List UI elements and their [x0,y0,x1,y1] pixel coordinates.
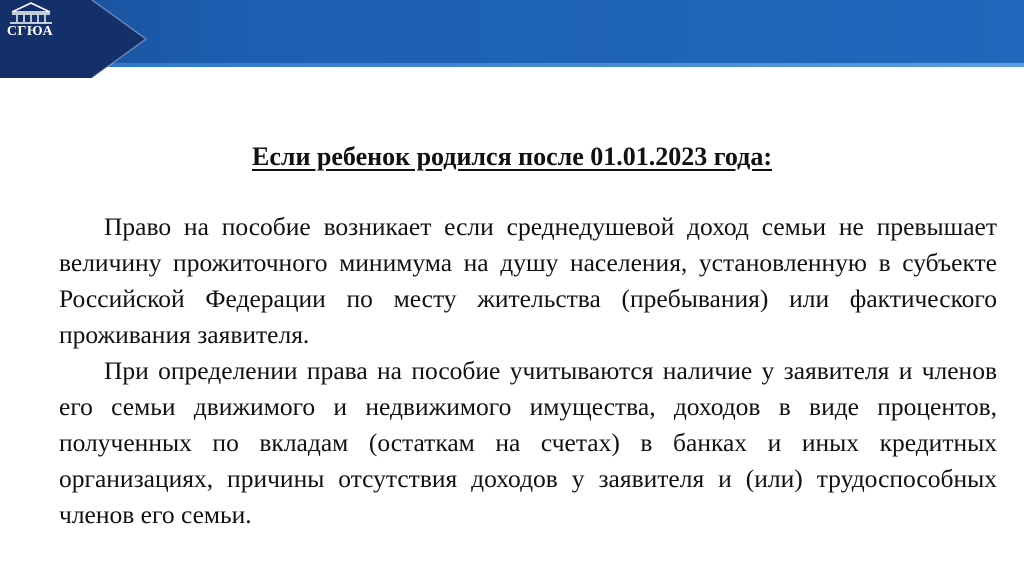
paragraph-assessment: При определении права на пособие учитываются наличие у заявителя и членов его семьи движимого и недвижимого имущества, доходов в виде процентов, полученных по вкладам (остаткам на счетах) в банках и иных кредитных организациях, причины отсутствия доходов у заявителя и (или) трудоспособных членов его семьи. [59,356,997,529]
logo-text: СГЮА [6,24,54,39]
paragraph-entitlement: Право на пособие возникает если среднедушевой доход семьи не превышает величину прожиточного минимума на душу населения, установленную в субъекте Российской Федерации по месту жительства (пребывания) или фактического проживания заявителя. [59,212,997,349]
slide-body [59,209,997,533]
slide-heading [0,141,1024,173]
slide-heading-text: Если ребенок родился после 01.01.2023 года: [251,142,772,171]
logo [0,0,62,48]
header-band-graphic [0,0,1024,78]
header-band [0,0,1024,78]
